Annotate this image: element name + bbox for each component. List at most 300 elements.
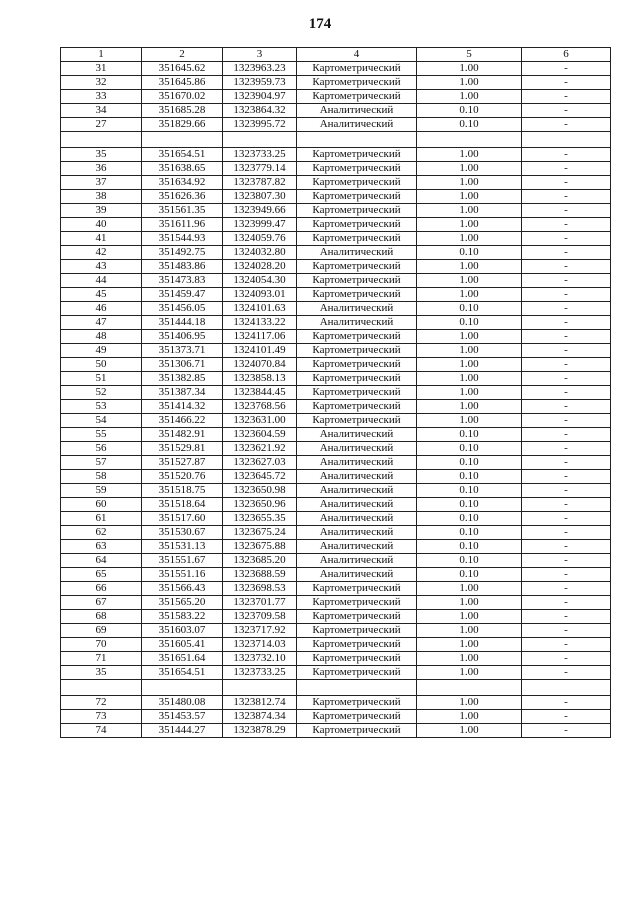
point-number-cell: 35 <box>61 148 142 162</box>
x-coordinate-cell: 351626.36 <box>142 190 223 204</box>
accuracy-cell: 0.10 <box>417 456 522 470</box>
y-coordinate-cell: 1323631.00 <box>223 414 297 428</box>
table-row <box>61 302 611 316</box>
accuracy-cell: 1.00 <box>417 386 522 400</box>
y-coordinate-cell: 1323768.56 <box>223 400 297 414</box>
point-number-cell: 50 <box>61 358 142 372</box>
y-coordinate-cell: 1323779.14 <box>223 162 297 176</box>
point-number-cell: 42 <box>61 246 142 260</box>
point-number-cell: 56 <box>61 442 142 456</box>
x-coordinate-cell: 351444.27 <box>142 724 223 738</box>
note-cell: - <box>522 470 611 484</box>
table-row <box>61 554 611 568</box>
x-coordinate-cell: 351654.51 <box>142 666 223 680</box>
note-cell: - <box>522 386 611 400</box>
method-cell: Картометрический <box>297 582 417 596</box>
accuracy-cell <box>417 680 522 696</box>
method-cell: Аналитический <box>297 512 417 526</box>
y-coordinate-cell: 1323999.47 <box>223 218 297 232</box>
y-coordinate-cell: 1323717.92 <box>223 624 297 638</box>
accuracy-cell: 1.00 <box>417 62 522 76</box>
y-coordinate-cell: 1323949.66 <box>223 204 297 218</box>
x-coordinate-cell: 351382.85 <box>142 372 223 386</box>
x-coordinate-cell <box>142 680 223 696</box>
y-coordinate-cell: 1324028.20 <box>223 260 297 274</box>
table-row <box>61 148 611 162</box>
column-header-3: 3 <box>223 48 297 62</box>
table-row <box>61 498 611 512</box>
point-number-cell: 55 <box>61 428 142 442</box>
y-coordinate-cell: 1323864.32 <box>223 104 297 118</box>
method-cell: Аналитический <box>297 470 417 484</box>
y-coordinate-cell: 1323904.97 <box>223 90 297 104</box>
x-coordinate-cell: 351583.22 <box>142 610 223 624</box>
note-cell: - <box>522 104 611 118</box>
accuracy-cell: 0.10 <box>417 470 522 484</box>
note-cell: - <box>522 652 611 666</box>
accuracy-cell: 0.10 <box>417 540 522 554</box>
y-coordinate-cell: 1324032.80 <box>223 246 297 260</box>
accuracy-cell: 1.00 <box>417 344 522 358</box>
x-coordinate-cell: 351645.62 <box>142 62 223 76</box>
x-coordinate-cell: 351603.07 <box>142 624 223 638</box>
accuracy-cell: 1.00 <box>417 666 522 680</box>
point-number-cell: 58 <box>61 470 142 484</box>
x-coordinate-cell: 351638.65 <box>142 162 223 176</box>
y-coordinate-cell: 1323995.72 <box>223 118 297 132</box>
y-coordinate-cell: 1323733.25 <box>223 666 297 680</box>
accuracy-cell: 1.00 <box>417 274 522 288</box>
accuracy-cell: 0.10 <box>417 428 522 442</box>
accuracy-cell: 1.00 <box>417 288 522 302</box>
point-number-cell: 68 <box>61 610 142 624</box>
point-number-cell: 40 <box>61 218 142 232</box>
note-cell: - <box>522 428 611 442</box>
point-number-cell: 62 <box>61 526 142 540</box>
x-coordinate-cell: 351456.05 <box>142 302 223 316</box>
note-cell: - <box>522 260 611 274</box>
y-coordinate-cell: 1324059.76 <box>223 232 297 246</box>
y-coordinate-cell: 1323787.82 <box>223 176 297 190</box>
method-cell: Картометрический <box>297 148 417 162</box>
accuracy-cell: 1.00 <box>417 162 522 176</box>
table-row <box>61 400 611 414</box>
accuracy-cell: 1.00 <box>417 76 522 90</box>
y-coordinate-cell: 1323878.29 <box>223 724 297 738</box>
note-cell: - <box>522 568 611 582</box>
accuracy-cell <box>417 132 522 148</box>
table-row <box>61 696 611 710</box>
y-coordinate-cell: 1323812.74 <box>223 696 297 710</box>
y-coordinate-cell: 1324101.49 <box>223 344 297 358</box>
method-cell: Картометрический <box>297 76 417 90</box>
table-row <box>61 90 611 104</box>
accuracy-cell: 1.00 <box>417 638 522 652</box>
x-coordinate-cell: 351544.93 <box>142 232 223 246</box>
x-coordinate-cell: 351531.13 <box>142 540 223 554</box>
accuracy-cell: 1.00 <box>417 148 522 162</box>
x-coordinate-cell: 351453.57 <box>142 710 223 724</box>
method-cell: Картометрический <box>297 90 417 104</box>
accuracy-cell: 1.00 <box>417 596 522 610</box>
note-cell: - <box>522 512 611 526</box>
y-coordinate-cell: 1323675.88 <box>223 540 297 554</box>
x-coordinate-cell: 351530.67 <box>142 526 223 540</box>
accuracy-cell: 1.00 <box>417 624 522 638</box>
point-number-cell: 64 <box>61 554 142 568</box>
method-cell: Картометрический <box>297 400 417 414</box>
note-cell: - <box>522 358 611 372</box>
point-number-cell: 53 <box>61 400 142 414</box>
x-coordinate-cell: 351565.20 <box>142 596 223 610</box>
method-cell: Картометрический <box>297 162 417 176</box>
method-cell: Картометрический <box>297 204 417 218</box>
note-cell: - <box>522 316 611 330</box>
accuracy-cell: 0.10 <box>417 246 522 260</box>
table-row <box>61 76 611 90</box>
y-coordinate-cell: 1323858.13 <box>223 372 297 386</box>
method-cell: Картометрический <box>297 176 417 190</box>
table-row <box>61 568 611 582</box>
table-row <box>61 176 611 190</box>
method-cell: Аналитический <box>297 118 417 132</box>
note-cell: - <box>522 484 611 498</box>
point-number-cell: 27 <box>61 118 142 132</box>
method-cell: Аналитический <box>297 540 417 554</box>
x-coordinate-cell: 351480.08 <box>142 696 223 710</box>
note-cell: - <box>522 274 611 288</box>
x-coordinate-cell: 351634.92 <box>142 176 223 190</box>
y-coordinate-cell: 1323604.59 <box>223 428 297 442</box>
note-cell: - <box>522 400 611 414</box>
x-coordinate-cell: 351517.60 <box>142 512 223 526</box>
y-coordinate-cell: 1323709.58 <box>223 610 297 624</box>
method-cell: Аналитический <box>297 302 417 316</box>
note-cell: - <box>522 246 611 260</box>
method-cell: Картометрический <box>297 274 417 288</box>
accuracy-cell: 1.00 <box>417 610 522 624</box>
column-header-5: 5 <box>417 48 522 62</box>
y-coordinate-cell: 1324133.22 <box>223 316 297 330</box>
table-row <box>61 610 611 624</box>
note-cell: - <box>522 724 611 738</box>
table-row <box>61 484 611 498</box>
note-cell: - <box>522 204 611 218</box>
note-cell: - <box>522 540 611 554</box>
y-coordinate-cell: 1323645.72 <box>223 470 297 484</box>
table-row <box>61 274 611 288</box>
table-separator-row <box>61 132 611 148</box>
y-coordinate-cell: 1323688.59 <box>223 568 297 582</box>
point-number-cell: 69 <box>61 624 142 638</box>
note-cell: - <box>522 372 611 386</box>
point-number-cell: 60 <box>61 498 142 512</box>
table-row <box>61 652 611 666</box>
method-cell: Аналитический <box>297 428 417 442</box>
table-row <box>61 428 611 442</box>
note-cell: - <box>522 638 611 652</box>
accuracy-cell: 1.00 <box>417 260 522 274</box>
point-number-cell <box>61 680 142 696</box>
note-cell: - <box>522 526 611 540</box>
point-number-cell: 49 <box>61 344 142 358</box>
method-cell: Картометрический <box>297 218 417 232</box>
y-coordinate-cell: 1323963.23 <box>223 62 297 76</box>
table-row <box>61 288 611 302</box>
note-cell: - <box>522 330 611 344</box>
point-number-cell: 61 <box>61 512 142 526</box>
method-cell <box>297 132 417 148</box>
note-cell: - <box>522 710 611 724</box>
point-number-cell: 70 <box>61 638 142 652</box>
method-cell: Картометрический <box>297 610 417 624</box>
method-cell: Картометрический <box>297 232 417 246</box>
x-coordinate-cell: 351306.71 <box>142 358 223 372</box>
method-cell: Аналитический <box>297 554 417 568</box>
x-coordinate-cell: 351444.18 <box>142 316 223 330</box>
method-cell: Аналитический <box>297 526 417 540</box>
note-cell: - <box>522 176 611 190</box>
point-number-cell: 31 <box>61 62 142 76</box>
table-row <box>61 372 611 386</box>
y-coordinate-cell: 1324054.30 <box>223 274 297 288</box>
table-row <box>61 540 611 554</box>
y-coordinate-cell: 1323655.35 <box>223 512 297 526</box>
accuracy-cell: 1.00 <box>417 710 522 724</box>
table-row <box>61 442 611 456</box>
x-coordinate-cell: 351551.67 <box>142 554 223 568</box>
accuracy-cell: 1.00 <box>417 358 522 372</box>
table-row <box>61 456 611 470</box>
accuracy-cell: 0.10 <box>417 104 522 118</box>
x-coordinate-cell: 351670.02 <box>142 90 223 104</box>
accuracy-cell: 1.00 <box>417 414 522 428</box>
x-coordinate-cell: 351645.86 <box>142 76 223 90</box>
y-coordinate-cell: 1323714.03 <box>223 638 297 652</box>
note-cell: - <box>522 696 611 710</box>
note-cell: - <box>522 190 611 204</box>
table-row <box>61 414 611 428</box>
y-coordinate-cell: 1324101.63 <box>223 302 297 316</box>
point-number-cell: 57 <box>61 456 142 470</box>
y-coordinate-cell: 1323701.77 <box>223 596 297 610</box>
method-cell <box>297 680 417 696</box>
method-cell: Картометрический <box>297 288 417 302</box>
table-row <box>61 204 611 218</box>
y-coordinate-cell: 1323685.20 <box>223 554 297 568</box>
method-cell: Картометрический <box>297 386 417 400</box>
note-cell: - <box>522 302 611 316</box>
point-number-cell: 41 <box>61 232 142 246</box>
accuracy-cell: 1.00 <box>417 652 522 666</box>
note-cell: - <box>522 498 611 512</box>
note-cell: - <box>522 218 611 232</box>
accuracy-cell: 1.00 <box>417 330 522 344</box>
note-cell: - <box>522 610 611 624</box>
point-number-cell: 36 <box>61 162 142 176</box>
table-row <box>61 344 611 358</box>
method-cell: Картометрический <box>297 358 417 372</box>
method-cell: Аналитический <box>297 104 417 118</box>
point-number-cell: 38 <box>61 190 142 204</box>
y-coordinate-cell: 1323807.30 <box>223 190 297 204</box>
table-row <box>61 118 611 132</box>
point-number-cell: 66 <box>61 582 142 596</box>
note-cell: - <box>522 582 611 596</box>
table-row <box>61 526 611 540</box>
y-coordinate-cell: 1323733.25 <box>223 148 297 162</box>
note-cell: - <box>522 232 611 246</box>
page-number: 174 <box>308 16 332 32</box>
point-number-cell: 52 <box>61 386 142 400</box>
table-body <box>61 62 611 738</box>
table-row <box>61 260 611 274</box>
point-number-cell: 67 <box>61 596 142 610</box>
method-cell: Картометрический <box>297 372 417 386</box>
x-coordinate-cell <box>142 132 223 148</box>
note-cell: - <box>522 148 611 162</box>
column-header-6: 6 <box>522 48 611 62</box>
table-row <box>61 162 611 176</box>
x-coordinate-cell: 351518.64 <box>142 498 223 512</box>
note-cell: - <box>522 344 611 358</box>
y-coordinate-cell: 1323650.98 <box>223 484 297 498</box>
method-cell: Аналитический <box>297 442 417 456</box>
table-separator-row <box>61 680 611 696</box>
column-header-2: 2 <box>142 48 223 62</box>
point-number-cell: 33 <box>61 90 142 104</box>
method-cell: Аналитический <box>297 246 417 260</box>
y-coordinate-cell: 1323959.73 <box>223 76 297 90</box>
x-coordinate-cell: 351406.95 <box>142 330 223 344</box>
note-cell: - <box>522 456 611 470</box>
accuracy-cell: 1.00 <box>417 232 522 246</box>
accuracy-cell: 1.00 <box>417 190 522 204</box>
accuracy-cell: 1.00 <box>417 204 522 218</box>
y-coordinate-cell: 1323621.92 <box>223 442 297 456</box>
method-cell: Картометрический <box>297 724 417 738</box>
x-coordinate-cell: 351473.83 <box>142 274 223 288</box>
note-cell: - <box>522 162 611 176</box>
accuracy-cell: 1.00 <box>417 582 522 596</box>
point-number-cell: 54 <box>61 414 142 428</box>
point-number-cell: 46 <box>61 302 142 316</box>
table-row <box>61 596 611 610</box>
accuracy-cell: 1.00 <box>417 90 522 104</box>
accuracy-cell: 0.10 <box>417 568 522 582</box>
method-cell: Картометрический <box>297 596 417 610</box>
method-cell: Картометрический <box>297 62 417 76</box>
point-number-cell: 32 <box>61 76 142 90</box>
table-row <box>61 666 611 680</box>
method-cell: Картометрический <box>297 260 417 274</box>
column-header-1: 1 <box>61 48 142 62</box>
accuracy-cell: 0.10 <box>417 526 522 540</box>
accuracy-cell: 1.00 <box>417 218 522 232</box>
table-row <box>61 358 611 372</box>
table-row <box>61 724 611 738</box>
accuracy-cell: 0.10 <box>417 302 522 316</box>
point-number-cell: 37 <box>61 176 142 190</box>
x-coordinate-cell: 351518.75 <box>142 484 223 498</box>
point-number-cell: 43 <box>61 260 142 274</box>
y-coordinate-cell <box>223 132 297 148</box>
point-number-cell: 65 <box>61 568 142 582</box>
note-cell: - <box>522 414 611 428</box>
point-number-cell: 73 <box>61 710 142 724</box>
x-coordinate-cell: 351466.22 <box>142 414 223 428</box>
table-row <box>61 62 611 76</box>
accuracy-cell: 1.00 <box>417 176 522 190</box>
accuracy-cell: 0.10 <box>417 316 522 330</box>
note-cell: - <box>522 596 611 610</box>
point-number-cell: 71 <box>61 652 142 666</box>
note-cell: - <box>522 442 611 456</box>
method-cell: Картометрический <box>297 638 417 652</box>
x-coordinate-cell: 351527.87 <box>142 456 223 470</box>
x-coordinate-cell: 351483.86 <box>142 260 223 274</box>
note-cell: - <box>522 666 611 680</box>
column-header-4: 4 <box>297 48 417 62</box>
point-number-cell: 45 <box>61 288 142 302</box>
x-coordinate-cell: 351492.75 <box>142 246 223 260</box>
method-cell: Картометрический <box>297 652 417 666</box>
table-row <box>61 386 611 400</box>
method-cell: Картометрический <box>297 624 417 638</box>
method-cell: Картометрический <box>297 414 417 428</box>
x-coordinate-cell: 351611.96 <box>142 218 223 232</box>
point-number-cell: 63 <box>61 540 142 554</box>
method-cell: Аналитический <box>297 456 417 470</box>
x-coordinate-cell: 351414.32 <box>142 400 223 414</box>
note-cell <box>522 680 611 696</box>
y-coordinate-cell: 1323675.24 <box>223 526 297 540</box>
point-number-cell: 59 <box>61 484 142 498</box>
y-coordinate-cell: 1323698.53 <box>223 582 297 596</box>
table-row <box>61 638 611 652</box>
table-row <box>61 330 611 344</box>
point-number-cell: 48 <box>61 330 142 344</box>
method-cell: Картометрический <box>297 666 417 680</box>
table-row <box>61 232 611 246</box>
x-coordinate-cell: 351520.76 <box>142 470 223 484</box>
accuracy-cell: 0.10 <box>417 118 522 132</box>
accuracy-cell: 0.10 <box>417 442 522 456</box>
y-coordinate-cell: 1323732.10 <box>223 652 297 666</box>
table-row <box>61 316 611 330</box>
table-row <box>61 512 611 526</box>
table-row <box>61 470 611 484</box>
note-cell: - <box>522 118 611 132</box>
y-coordinate-cell <box>223 680 297 696</box>
method-cell: Аналитический <box>297 498 417 512</box>
table-header-row <box>61 48 611 62</box>
table-row <box>61 104 611 118</box>
accuracy-cell: 1.00 <box>417 372 522 386</box>
method-cell: Картометрический <box>297 190 417 204</box>
x-coordinate-cell: 351561.35 <box>142 204 223 218</box>
point-number-cell: 44 <box>61 274 142 288</box>
x-coordinate-cell: 351551.16 <box>142 568 223 582</box>
y-coordinate-cell: 1323844.45 <box>223 386 297 400</box>
note-cell: - <box>522 624 611 638</box>
point-number-cell: 47 <box>61 316 142 330</box>
point-number-cell: 74 <box>61 724 142 738</box>
coordinates-table <box>60 47 611 738</box>
y-coordinate-cell: 1324070.84 <box>223 358 297 372</box>
table-row <box>61 218 611 232</box>
note-cell: - <box>522 554 611 568</box>
